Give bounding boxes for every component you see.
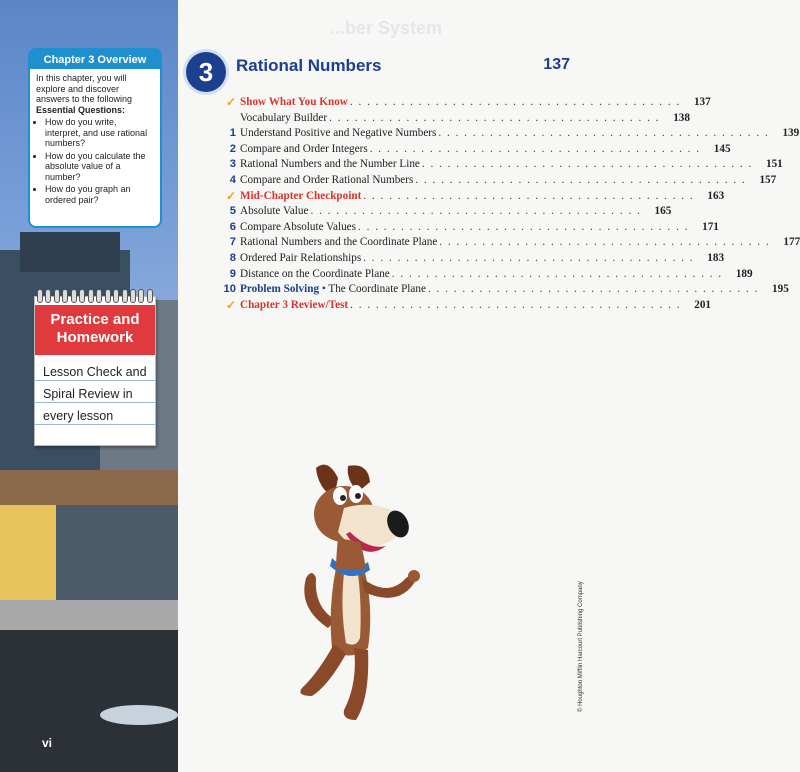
chapter-number-badge: 3 xyxy=(186,52,226,92)
toc-entry-title: The Coordinate Plane xyxy=(328,283,426,296)
toc-row[interactable] xyxy=(218,188,725,205)
toc-row[interactable] xyxy=(218,204,672,220)
copyright-notice: © Houghton Mifflin Harcourt Publishing Company xyxy=(578,581,584,712)
toc-page-number: 145 xyxy=(713,142,731,155)
toc-entry-label: Understand Positive and Negative Numbers xyxy=(240,127,437,140)
practice-homework-body: Lesson Check and Spiral Review in every lesson xyxy=(35,355,155,433)
toc-entry-label: Chapter 3 Review/Test xyxy=(240,298,349,311)
toc-page-number: 157 xyxy=(759,173,777,186)
chapter-page-number: 137 xyxy=(543,56,570,73)
table-of-contents xyxy=(218,95,800,313)
toc-page-number: 171 xyxy=(702,220,719,233)
toc-row[interactable] xyxy=(218,142,731,158)
toc-page-number: 151 xyxy=(765,158,783,171)
leader-dots: . . . . . . . . . . . . . . . . . . . . . . . . . . . . . . . . . . . . . . . xyxy=(415,173,747,186)
chapter-overview-body: In this chapter, you will explore and discover answers to the following Essential Questions: • How do you write, interpret, and use rational numbers? • How do you calculate the absolute value of a number? • How do you graph an ordered pair? xyxy=(30,69,160,211)
checkmark-icon: ✓ xyxy=(225,188,236,203)
toc-entry-label: Compare Absolute Values xyxy=(240,220,357,233)
page-number: vi xyxy=(42,736,53,750)
toc-entry-label: Mid-Chapter Checkpoint xyxy=(240,189,362,202)
lesson-number: 10 xyxy=(223,283,236,296)
chapter-title[interactable]: Rational Numbers xyxy=(236,56,382,75)
building-illustration xyxy=(20,232,120,272)
toc-entry-label: Absolute Value xyxy=(240,205,309,218)
checkmark-icon: ✓ xyxy=(225,95,236,109)
road-highlight xyxy=(100,705,178,725)
toc-entry-label: Vocabulary Builder xyxy=(240,111,328,124)
leader-dots: . . . . . . . . . . . . . . . . . . . . . . . . . . . . . . . . . . . . . . . xyxy=(358,220,689,233)
toc-row[interactable] xyxy=(218,173,777,189)
toc-page-number: 139 xyxy=(782,127,800,140)
toc-row[interactable] xyxy=(218,111,690,127)
lesson-number: 9 xyxy=(229,267,236,280)
notepad-spiral xyxy=(37,289,153,303)
lesson-number: 1 xyxy=(229,127,236,140)
problem-solving-label: Problem Solving xyxy=(240,283,320,296)
overview-intro: In this chapter, you will explore and discover answers to the following xyxy=(36,73,133,104)
toc-row[interactable] xyxy=(218,126,800,142)
sidewalk-illustration xyxy=(0,600,178,630)
toc-row[interactable] xyxy=(218,297,711,314)
leader-dots: . . . . . . . . . . . . . . . . . . . . . . . . . . . . . . . . . . . . . . . xyxy=(427,283,759,296)
leader-dots: . . . . . . . . . . . . . . . . . . . . . . . . . . . . . . . . . . . . . . . xyxy=(363,189,695,202)
leader-dots: . . . . . . . . . . . . . . . . . . . . . . . . . . . . . . . . . . . . . . . xyxy=(438,127,770,140)
toc-marker xyxy=(218,111,240,127)
toc-entry-label: Rational Numbers and the Coordinate Plane xyxy=(240,236,438,249)
toc-row[interactable] xyxy=(218,235,800,251)
leader-dots: . . . . . . . . . . . . . . . . . . . . . . . . . . . . . . . . . . . . . . . xyxy=(421,158,753,171)
leader-dots: . . . . . . . . . . . . . . . . . . . . . . . . . . . . . . . . . . . . . . . xyxy=(310,205,642,218)
toc-page-number: 183 xyxy=(707,251,725,264)
essential-questions-label: Essential Questions xyxy=(36,104,123,115)
essential-question: • How do you calculate the absolute value of a number? xyxy=(45,151,154,183)
essential-question: • How do you graph an ordered pair? xyxy=(45,184,154,205)
lesson-number: 3 xyxy=(229,158,236,171)
lesson-number: 6 xyxy=(229,220,236,233)
toc-row[interactable] xyxy=(218,251,725,267)
leader-dots: . . . . . . . . . . . . . . . . . . . . . . . . . . . . . . . . . . . . . . . xyxy=(350,298,681,311)
city-illustration-panel xyxy=(0,0,178,772)
toc-page-number: 177 xyxy=(783,236,800,249)
lesson-number: 8 xyxy=(229,251,236,264)
toc-entry-label: Problem Solving • The Coordinate Plane xyxy=(240,283,426,296)
practice-homework-note xyxy=(34,296,156,446)
chapter-overview-box xyxy=(28,48,162,228)
toc-page-number: 201 xyxy=(694,298,711,311)
chapter-overview-title: Chapter 3 Overview xyxy=(30,50,160,69)
lesson-number: 5 xyxy=(229,205,236,218)
practice-homework-title: Practice and Homework xyxy=(35,305,155,355)
building-illustration xyxy=(56,505,178,605)
toc-page-number: 163 xyxy=(707,189,725,202)
toc-row[interactable] xyxy=(218,282,789,298)
toc-row[interactable] xyxy=(218,220,719,236)
toc-page-number: 138 xyxy=(673,111,690,124)
checkmark-icon: ✓ xyxy=(225,297,236,312)
toc-page-number: 189 xyxy=(735,267,753,280)
toc-row[interactable] xyxy=(218,95,711,111)
toc-row[interactable] xyxy=(218,157,783,173)
essential-question: • How do you write, interpret, and use rational numbers? xyxy=(45,117,154,149)
toc-page-number: 165 xyxy=(654,205,672,218)
cartoon-dog-illustration xyxy=(288,458,438,728)
leader-dots: . . . . . . . . . . . . . . . . . . . . . . . . . . . . . . . . . . . . . . . xyxy=(329,111,660,124)
street-illustration xyxy=(0,630,178,772)
lesson-number: 7 xyxy=(229,236,236,249)
leader-dots: . . . . . . . . . . . . . . . . . . . . . . . . . . . . . . . . . . . . . . . xyxy=(369,142,701,155)
toc-entry-label: Ordered Pair Relationships xyxy=(240,251,362,264)
leader-dots: . . . . . . . . . . . . . . . . . . . . . . . . . . . . . . . . . . . . . . . xyxy=(391,267,723,280)
leader-dots: . . . . . . . . . . . . . . . . . . . . . . . . . . . . . . . . . . . . . . . xyxy=(439,236,771,249)
toc-page-number: 195 xyxy=(772,283,789,296)
essential-questions-list xyxy=(36,117,154,205)
toc-entry-label: Compare and Order Integers xyxy=(240,142,368,155)
toc-entry-label: Compare and Order Rational Numbers xyxy=(240,173,414,186)
toc-entry-label: Show What You Know xyxy=(240,96,348,108)
lesson-number: 2 xyxy=(229,142,236,155)
toc-row[interactable] xyxy=(218,267,753,283)
toc-page-number: 137 xyxy=(693,96,711,108)
bleed-through-text: ...ber System xyxy=(330,18,443,38)
toc-entry-label: Distance on the Coordinate Plane xyxy=(240,267,390,280)
lesson-number: 4 xyxy=(229,173,236,186)
toc-entry-label: Rational Numbers and the Number Line xyxy=(240,158,420,171)
leader-dots: . . . . . . . . . . . . . . . . . . . . . . . . . . . . . . . . . . . . . . . xyxy=(349,96,681,108)
leader-dots: . . . . . . . . . . . . . . . . . . . . . . . . . . . . . . . . . . . . . . . xyxy=(363,251,695,264)
